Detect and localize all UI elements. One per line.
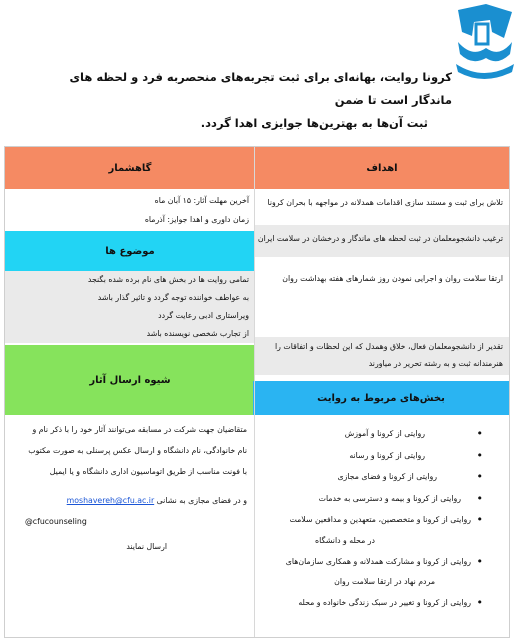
section-item-6-cont: مردم نهاد در ارتقا سلامت روان [334,577,435,586]
submission-line-1: متقاضیان جهت شرکت در مسابقه می‌توانند آثار خود را با ذکر نام و [32,425,247,434]
section-item-3: روایتی از کرونا و فضای مجازی [337,472,437,481]
social-handle-row [5,511,247,532]
sections-list-end [253,592,485,614]
section-item-1: روایتی از کرونا و آموزش [344,429,425,438]
column-divider [254,147,255,637]
email-suffix-text: و در فضای مجازی به نشانی [156,496,247,505]
topics-header-label: موضوع ها [105,245,155,257]
section-item-7: روایتی از کرونا و تغییر در سبک زندگی خانواده و محله [298,598,471,607]
goal-item-2 [255,225,509,257]
goal-item-1 [255,191,509,213]
section-item [253,445,485,467]
intro-line-1: کرونا روایت، بهانه‌ای برای ثبت تجربه‌های منحصربه فرد و لحظه های ماندگار است تا ضمن [69,70,452,107]
goal-item-2-text: ترغیب دانشجومعلمان در ثبت لحظه های ماندگار و درخشان در سلامت ایران [257,234,503,243]
goals-header [255,147,509,189]
goal-item-4-text: تقدیر از دانشجومعلمان فعال، خلاق وهمدل که این لحظات و اتفاقات را [274,342,503,351]
topics-body [5,271,255,343]
topic-line-2: به عواطف خواننده توجه گردد و تاثیر گذار باشد [97,293,249,302]
calendar-deadline: آخرین مهلت آثار: ۱۵ آبان ماه [154,196,249,205]
section-item-2: روایتی از کرونا و رسانه [349,450,425,460]
submission-line-3: با فونت مناسب از طریق اتوماسیون اداری دانشگاه و یا ایمیل [49,467,247,476]
email-link[interactable]: moshavereh@cfu.ac.ir [66,496,155,505]
university-logo [452,2,518,86]
section-item [253,466,485,488]
goal-item-4 [255,337,509,375]
calendar-body [5,191,255,229]
goal-item-4-text-cont: هنرمندانه ثبت و به رشته تحریر در میاورند [368,359,503,368]
section-item [253,423,485,445]
goal-item-3 [255,269,509,289]
sections-header-label: بخش‌های مربوط به روایت [317,392,445,404]
topics-header [5,231,255,271]
social-handle: @cfucounseling [25,517,87,526]
sections-body [253,421,509,614]
submission-body [5,419,253,557]
calendar-header [5,147,255,189]
submission-header-label: شیوه ارسال آثار [89,374,171,386]
submission-email-row [5,490,247,511]
section-item [253,509,485,531]
goal-item-1-text: تلاش برای ثبت و مستند سازی اقدامات همدلانه در مواجهه با بحران کرونا [267,198,503,207]
goal-item-3-text: ارتقا سلامت روان و اجرایی نمودن روز شمارهای هفته بهداشت روان [282,274,503,283]
submission-closing: ارسال نمایند [126,542,167,551]
section-item-4: روایتی از کرونا و بیمه و دسترسی به خدمات [318,493,461,503]
sections-header [253,381,509,415]
calendar-judging: زمان داوری و اهدا جوایز: آذرماه [144,215,249,224]
info-table [4,146,510,638]
section-item [253,592,485,614]
section-item-5: روایتی از کرونا و متخصصین، متعهدین و مدافعین سلامت [289,515,471,524]
topic-line-4: از تجارب شخصی نویسنده باشد [146,329,249,338]
submission-header [5,345,255,415]
intro-line-2: ثبت آن‌ها به بهترین‌ها جوایزی اهدا گردد. [200,116,428,130]
section-item-5-cont: در محله و دانشگاه [315,535,375,545]
intro-text [40,66,452,135]
section-item [253,488,485,510]
sections-list-cont [253,551,485,573]
section-item-6: روایتی از کرونا و مشارکت همدلانه و همکاری سازمان‌های [285,556,471,566]
topic-line-1: تمامی روایت ها در بخش های نام برده شده بگنجد [87,275,249,284]
topic-line-3: ویراستاری ادبی رعایت گردد [158,311,249,320]
sections-list [253,423,485,531]
submission-line-2: نام خانوادگی، نام دانشگاه و ارسال عکس پرسنلی به صورت مکتوب [28,446,247,455]
goals-header-label: اهداف [366,162,398,174]
calendar-header-label: گاهشمار [108,162,152,174]
section-item [253,551,485,573]
